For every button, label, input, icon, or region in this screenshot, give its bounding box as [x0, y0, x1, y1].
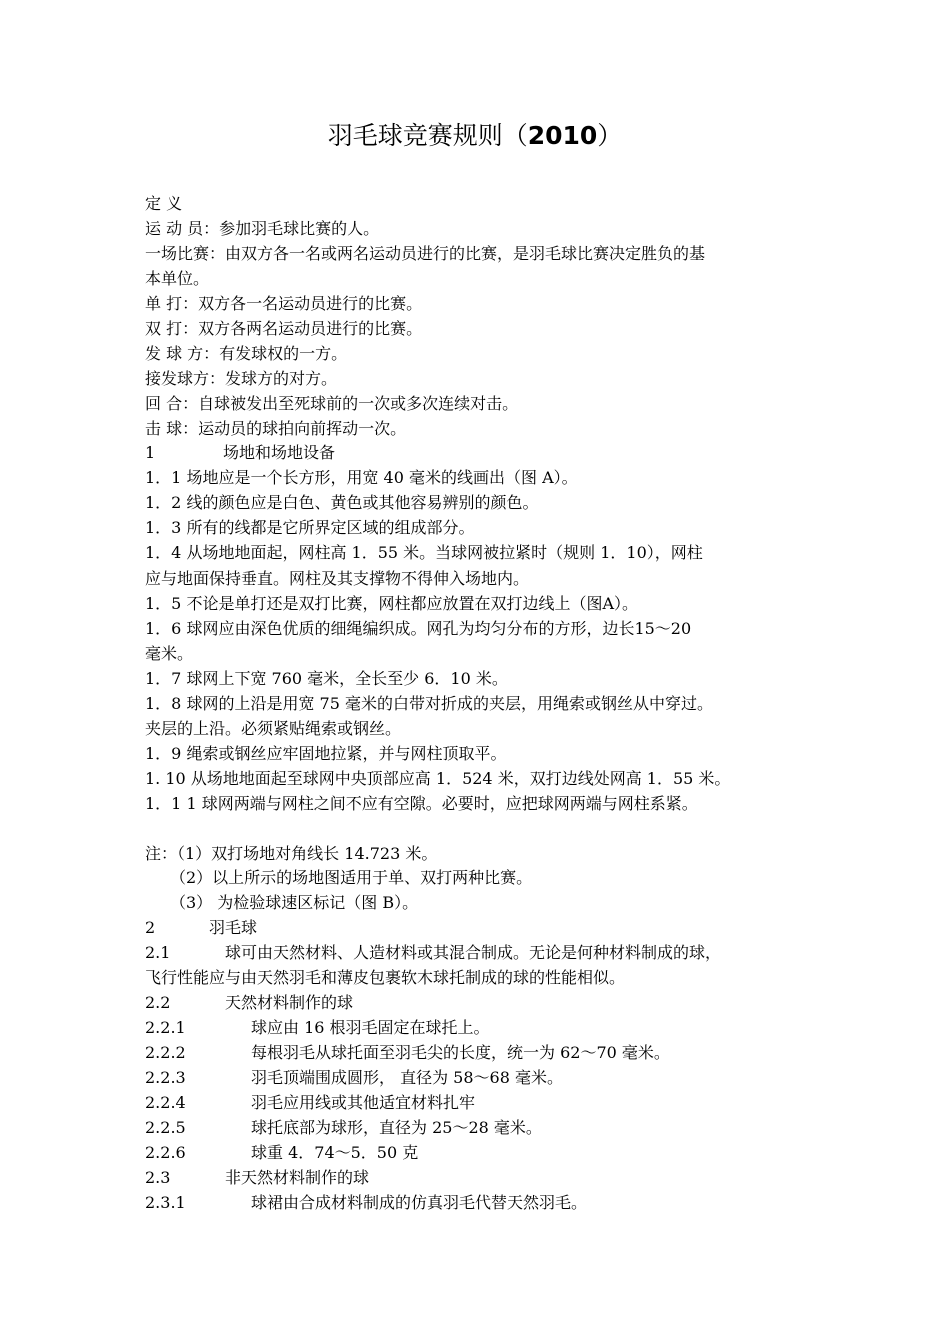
- numbered-line: [145, 1116, 542, 1140]
- section-title: 场地和场地设备: [223, 443, 336, 462]
- text-line: 应与地面保持垂直。网柱及其支撑物不得伸入场地内。: [145, 569, 530, 588]
- text-line: 1．4 从场地地面起，网柱高 1．55 米。当球网被拉紧时（规则 1．10），网柱: [145, 543, 703, 562]
- document-title: [0, 118, 950, 154]
- text-line: 1．5 不论是单打还是双打比赛，网柱都应放置在双打边线上（图A）。: [145, 594, 639, 613]
- item-number: 2.3: [145, 1168, 171, 1187]
- numbered-line: [145, 1016, 490, 1040]
- item-text: 球托底部为球形，直径为 25～28 毫米。: [251, 1118, 542, 1137]
- note-line: 注：（1）双打场地对角线长 14.723 米。: [145, 844, 438, 863]
- text-line: 击 球：运动员的球拍向前挥动一次。: [145, 419, 407, 438]
- section-title: 羽毛球: [209, 918, 258, 937]
- text-line: 1. 10 从场地地面起至球网中央顶部应高 1．524 米，双打边线处网高 1．55 米。: [145, 769, 731, 788]
- numbered-line: [145, 1191, 588, 1215]
- text-line: 1．7 球网上下宽 760 毫米，全长至少 6．10 米。: [145, 669, 508, 688]
- text-line: 本单位。: [145, 269, 210, 288]
- item-text: 羽毛顶端围成圆形， 直径为 58～68 毫米。: [251, 1068, 563, 1087]
- text-line: 毫米。: [145, 644, 194, 663]
- numbered-line: [145, 1166, 370, 1190]
- text-line: 1．8 球网的上沿是用宽 75 毫米的白带对折成的夹层，用绳索或钢丝从中穿过。: [145, 694, 713, 713]
- section-heading: [145, 441, 336, 465]
- item-text: 球裙由合成材料制成的仿真羽毛代替天然羽毛。: [251, 1193, 588, 1212]
- item-number: 2.2.6: [145, 1143, 186, 1162]
- numbered-line: [145, 1091, 476, 1115]
- item-text: 球应由 16 根羽毛固定在球托上。: [251, 1018, 490, 1037]
- section-number: 2: [145, 918, 156, 937]
- text-line: 接发球方：发球方的对方。: [145, 369, 338, 388]
- item-text: 球可由天然材料、人造材料或其混合制成。无论是何种材料制成的球，: [225, 943, 722, 962]
- item-number: 2.2.4: [145, 1093, 186, 1112]
- item-number: 2.3.1: [145, 1193, 186, 1212]
- item-text: 球重 4．74～5．50 克: [251, 1143, 419, 1162]
- text-line: 回 合：自球被发出至死球前的一次或多次连续对击。: [145, 394, 519, 413]
- section-number: 1: [145, 443, 156, 462]
- note-line: （2）以上所示的场地图适用于单、双打两种比赛。: [170, 868, 533, 887]
- numbered-line: [145, 941, 722, 965]
- section-heading: [145, 916, 258, 940]
- item-number: 2.2: [145, 993, 171, 1012]
- numbered-line: [145, 991, 354, 1015]
- text-line: 1．6 球网应由深色优质的细绳编织成。网孔为均匀分布的方形，边长15～20: [145, 619, 692, 638]
- title-text: 羽毛球竞赛规则（: [327, 121, 528, 150]
- numbered-line: [145, 1066, 563, 1090]
- title-year: 2010: [527, 121, 598, 150]
- text-line: 1．3 所有的线都是它所界定区域的组成部分。: [145, 518, 475, 537]
- text-line: 夹层的上沿。必须紧贴绳索或钢丝。: [145, 719, 402, 738]
- text-line: 定 义: [145, 194, 183, 213]
- item-text: 非天然材料制作的球: [225, 1168, 370, 1187]
- text-line: 运 动 员：参加羽毛球比赛的人。: [145, 219, 380, 238]
- item-text: 天然材料制作的球: [225, 993, 354, 1012]
- text-line: 一场比赛：由双方各一名或两名运动员进行的比赛，是羽毛球比赛决定胜负的基: [145, 244, 706, 263]
- item-number: 2.2.2: [145, 1043, 186, 1062]
- item-number: 2.2.3: [145, 1068, 186, 1087]
- item-number: 2.1: [145, 943, 171, 962]
- title-close: ）: [597, 121, 623, 150]
- text-line: 单 打：双方各一名运动员进行的比赛。: [145, 294, 423, 313]
- item-text: 羽毛应用线或其他适宜材料扎牢: [251, 1093, 476, 1112]
- text-line: 1．2 线的颜色应是白色、黄色或其他容易辨别的颜色。: [145, 493, 539, 512]
- text-line: 飞行性能应与由天然羽毛和薄皮包裹软木球托制成的球的性能相似。: [145, 968, 626, 987]
- text-line: 1．1 1 球网两端与网柱之间不应有空隙。必要时，应把球网两端与网柱系紧。: [145, 794, 698, 813]
- note-line: （3） 为检验球速区标记（图 B）。: [170, 893, 419, 912]
- text-line: 1．9 绳索或钢丝应牢固地拉紧，并与网柱顶取平。: [145, 744, 507, 763]
- item-number: 2.2.5: [145, 1118, 186, 1137]
- text-line: 双 打：双方各两名运动员进行的比赛。: [145, 319, 423, 338]
- numbered-line: [145, 1041, 670, 1065]
- item-number: 2.2.1: [145, 1018, 186, 1037]
- text-line: 发 球 方：有发球权的一方。: [145, 344, 348, 363]
- numbered-line: [145, 1141, 419, 1165]
- text-line: 1．1 场地应是一个长方形，用宽 40 毫米的线画出（图 A）。: [145, 468, 578, 487]
- item-text: 每根羽毛从球托面至羽毛尖的长度，统一为 62～70 毫米。: [251, 1043, 670, 1062]
